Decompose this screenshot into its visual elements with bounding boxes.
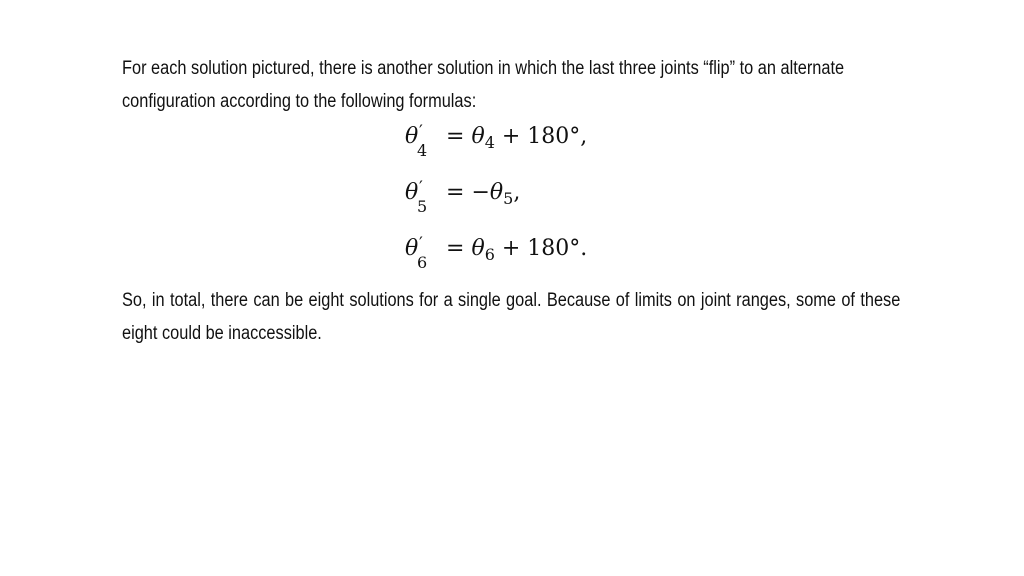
theta-symbol: −θ	[471, 180, 504, 205]
equals-sign: =	[446, 124, 465, 149]
theta-symbol: θ	[405, 124, 419, 149]
equation-lhs	[405, 122, 439, 160]
equation-tail: + 180°.	[501, 236, 588, 261]
equation-tail: + 180°,	[501, 124, 588, 149]
equation-lhs	[405, 234, 439, 272]
joint-subscript: 6	[417, 253, 428, 272]
equation-theta-4	[405, 124, 625, 180]
joint-subscript: 4	[484, 133, 495, 152]
theta-symbol: θ	[471, 236, 485, 261]
equation-rhs	[446, 236, 587, 264]
flip-formulas	[405, 124, 625, 292]
equals-sign: =	[446, 236, 465, 261]
equation-rhs	[446, 180, 520, 208]
joint-subscript: 5	[503, 189, 514, 208]
prime-mark: ′	[419, 234, 423, 254]
equals-sign: =	[446, 180, 465, 205]
joint-subscript: 4	[417, 141, 428, 160]
joint-subscript: 6	[484, 245, 495, 264]
equation-rhs	[446, 124, 587, 152]
theta-symbol: θ	[405, 180, 419, 205]
summary-paragraph: So, in total, there can be eight solutions for a single goal. Because of limits on joint ranges, some of these eight could be inaccessible.	[122, 290, 901, 344]
equation-theta-5	[405, 180, 625, 236]
prime-mark: ′	[419, 178, 423, 198]
joint-subscript: 5	[417, 197, 428, 216]
theta-symbol: θ	[405, 236, 419, 261]
theta-symbol: θ	[471, 124, 485, 149]
prime-mark: ′	[419, 122, 423, 142]
equation-lhs	[405, 178, 439, 216]
intro-paragraph: For each solution pictured, there is another solution in which the last three joints “flip” to an alternate configuration according to the following formulas:	[122, 58, 845, 112]
equation-tail: ,	[513, 180, 521, 205]
